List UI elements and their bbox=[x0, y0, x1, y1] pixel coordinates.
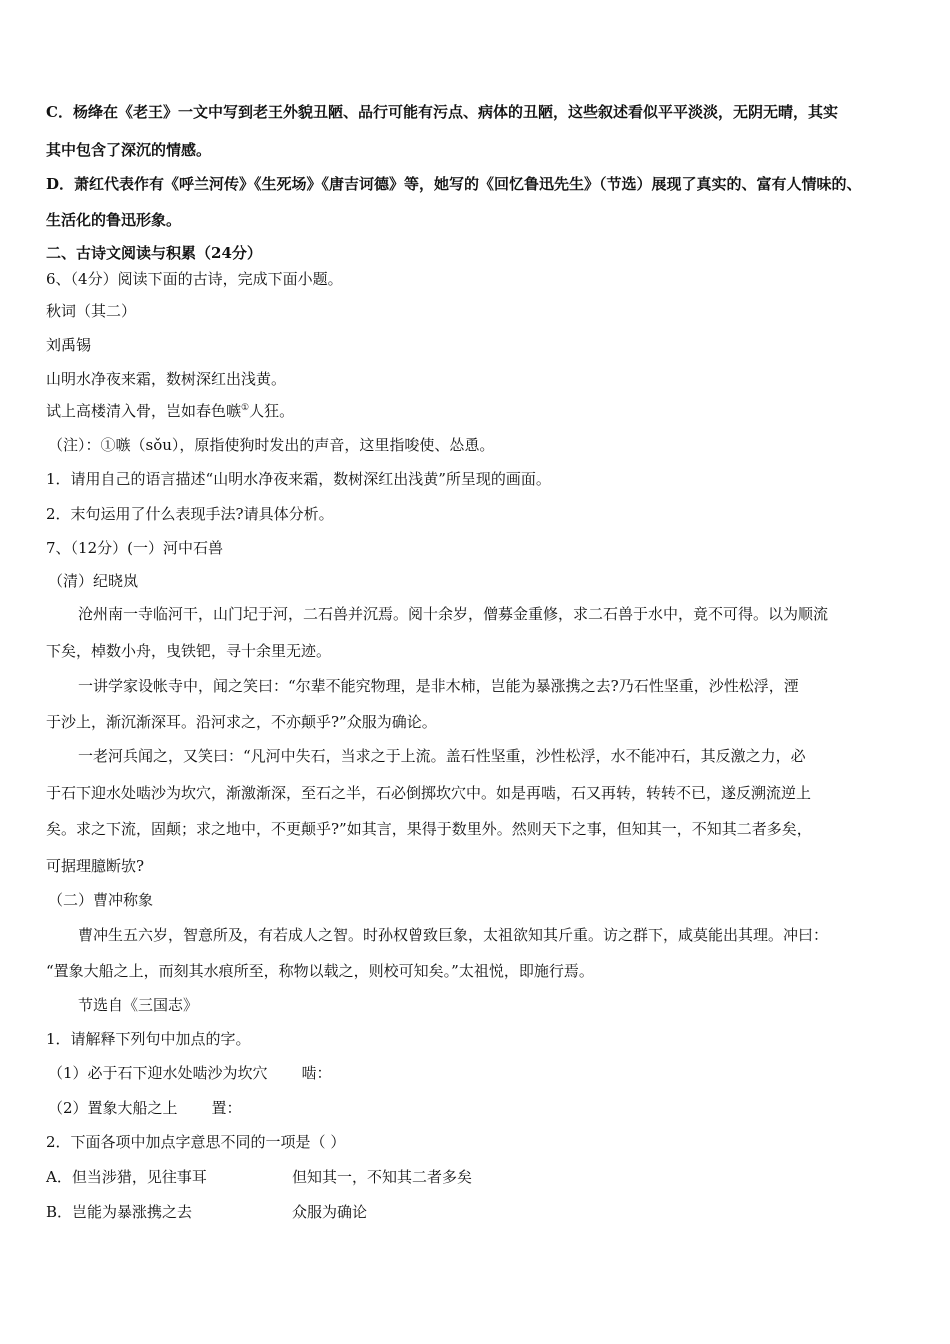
q7-subquestion-1: 1．请解释下列句中加点的字。 bbox=[46, 1030, 251, 1048]
q7-option-b: B．岂能为暴涨携之去 众服为确论 bbox=[46, 1203, 368, 1221]
footnote-marker: ① bbox=[241, 403, 250, 413]
q7-author: （清）纪晓岚 bbox=[48, 572, 139, 590]
option-c-line-1: C．杨绛在《老王》一文中写到老王外貌丑陋、品行可能有污点、病体的丑陋，这些叙述看似平平淡淡，无阴无晴，其实 bbox=[46, 103, 838, 121]
q6-author: 刘禹锡 bbox=[46, 336, 92, 354]
q6-poem-line-2: 试上高楼清入骨，岂如春色嗾①人狂。 bbox=[46, 402, 295, 420]
q7-subquestion-2: 2．下面各项中加点字意思不同的一项是（ ） bbox=[46, 1133, 346, 1151]
q7-option-a: A．但当涉猎，见往事耳 但知其一，不知其二者多矣 bbox=[46, 1168, 473, 1186]
q6-annotation: （注）：①嗾（sǒu），原指使狗时发出的声音，这里指唆使、怂恿。 bbox=[48, 436, 495, 454]
q7-p1-line-2: 下矣，棹数小舟，曳铁钯，寻十余里无迹。 bbox=[46, 642, 332, 660]
option-d-line-1: D．萧红代表作有《呼兰河传》《生死场》《唐吉诃德》等，她写的《回忆鲁迅先生》（节选）展现了真实的、富有人情味的、 bbox=[46, 175, 862, 193]
q7-p2-line-1: 一讲学家设帐寺中，闻之笑曰：“尔辈不能究物理，是非木柿，岂能为暴涨携之去?乃石性坚重，沙性松浮，湮 bbox=[78, 677, 799, 695]
q7-part2-title: （二）曹冲称象 bbox=[48, 891, 154, 909]
q7-p3-line-3: 矣。求之下流，固颠；求之地中，不更颠乎?”如其言，果得于数里外。然则天下之事，但知其一，不知其二者多矣， bbox=[46, 820, 812, 838]
q6-subquestion-1: 1．请用自己的语言描述“山明水净夜来霜，数树深红出浅黄”所呈现的画面。 bbox=[46, 470, 551, 488]
q7-p2-line-2: 于沙上，渐沉渐深耳。沿河求之，不亦颠乎?”众服为确论。 bbox=[46, 713, 437, 731]
q7-p3-line-1: 一老河兵闻之，又笑曰：“凡河中失石，当求之于上流。盖石性坚重，沙性松浮，水不能冲石，其反激之力，必 bbox=[78, 747, 806, 765]
q7-source: 节选自《三国志》 bbox=[78, 996, 199, 1014]
q6-poem-title: 秋词（其二） bbox=[46, 302, 137, 320]
option-c-line-2: 其中包含了深沉的情感。 bbox=[46, 141, 212, 159]
answer-blank-2: 置： bbox=[211, 1099, 242, 1117]
q7-p3-line-4: 可据理臆断欤? bbox=[46, 857, 145, 875]
q6-stem: 6、（4分）阅读下面的古诗，完成下面小题。 bbox=[46, 270, 343, 288]
option-d-line-2: 生活化的鲁迅形象。 bbox=[46, 211, 182, 229]
q7-p4-line-1: 曹冲生五六岁，智意所及，有若成人之智。时孙权曾致巨象，太祖欲知其斤重。访之群下，咸莫能出其理。冲曰： bbox=[78, 926, 829, 944]
q7-p1-line-1: 沧州南一寺临河干，山门圮于河，二石兽并沉焉。阅十余岁，僧募金重修，求二石兽于水中，竟不可得。以为顺流 bbox=[78, 605, 829, 623]
q7-sub1-item-2: （2）置象大船之上 置： bbox=[48, 1099, 242, 1117]
section-2-title: 二、古诗文阅读与积累（24分） bbox=[46, 244, 262, 262]
q7-p3-line-2: 于石下迎水处啮沙为坎穴，渐激渐深，至石之半，石必倒掷坎穴中。如是再啮，石又再转，转转不已，遂反溯流逆上 bbox=[46, 784, 812, 802]
q7-p4-line-2: “置象大船之上，而刻其水痕所至，称物以载之，则校可知矣。”太祖悦，即施行焉。 bbox=[46, 962, 594, 980]
q7-stem: 7、（12分）(一）河中石兽 bbox=[46, 539, 223, 557]
q6-subquestion-2: 2．末句运用了什么表现手法?请具体分析。 bbox=[46, 505, 334, 523]
q6-poem-line-1: 山明水净夜来霜，数树深红出浅黄。 bbox=[46, 370, 287, 388]
answer-blank-1: 啮： bbox=[301, 1064, 332, 1082]
q7-sub1-item-1: （1）必于石下迎水处啮沙为坎穴 啮： bbox=[48, 1064, 332, 1082]
